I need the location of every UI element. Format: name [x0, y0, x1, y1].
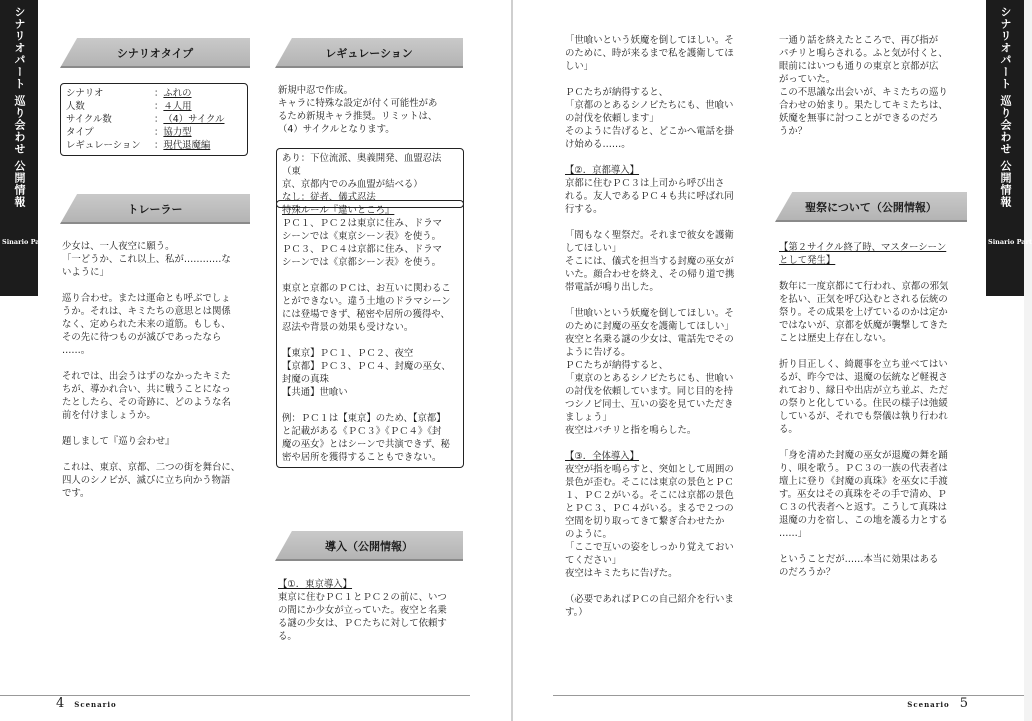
page-number: 5: [959, 696, 968, 711]
body-line: のために、時が来るまで私を護衛してほ: [565, 48, 734, 59]
festival-line: [779, 436, 971, 449]
special-rule-line: とができない。違う土地のドラマシーン: [282, 296, 451, 307]
body-line: つシノビ同士、互いの姿を見ていただき: [565, 399, 734, 410]
trailer-line: 題しまして『巡り会わせ』: [62, 436, 175, 447]
special-rule-line: 東京と京都のＰＣは、お互いに関わるこ: [282, 283, 451, 294]
regulation-box-allowed: [276, 148, 464, 208]
special-rule-line: シーンでは《東京シーン表》を使う。: [282, 231, 442, 242]
festival-line: る。: [779, 424, 798, 435]
body-line: 「ここで互いの姿をしっかり覚えておい: [565, 542, 734, 553]
special-rule-line: ＰＣ１、ＰＣ２は東京に住み、ドラマ: [282, 218, 442, 229]
special-rule-line: 【京都】ＰＣ３、ＰＣ４、封魔の巫女、: [282, 361, 451, 372]
body-line: れる。友人であるＰＣ４も共に呼ばれ同: [565, 191, 734, 202]
scenario-type-title: シナリオタイプ: [116, 47, 194, 60]
intro-public-text: [278, 578, 466, 643]
body-line: がっていた。: [779, 74, 836, 85]
side-tab-left: [0, 0, 38, 230]
side-band-left: [0, 230, 46, 296]
regulation-box-line: なし：従者、儀式忍法: [282, 192, 376, 203]
trailer-line: 「一どうか、これ以上、私が…………な: [62, 254, 231, 265]
festival-text: [779, 241, 971, 579]
body-line: ましょう」: [565, 412, 612, 423]
festival-line: しているが、それでも祭儀は執り行われ: [779, 411, 948, 422]
regulation-header: [275, 38, 463, 68]
trailer-line: 巡り合わせ。または運命とも呼ぶでしょ: [62, 293, 231, 304]
body-line: [565, 216, 757, 229]
special-rule-text: [282, 217, 458, 464]
trailer-line: いように」: [62, 267, 109, 278]
body-line: 「京都のとあるシノビたちにも、世喰い: [565, 100, 734, 111]
festival-line: れており、縁日や出店が立ち並ぶ、ただ: [779, 385, 948, 396]
regulation-line: キャラに特殊な設定が付く可能性があ: [278, 98, 438, 109]
trailer-line: です。: [62, 488, 90, 499]
left-page: [0, 0, 511, 721]
body-line: 「東京のとあるシノビたちにも、世喰い: [565, 373, 734, 384]
trailer-title: トレーラー: [127, 203, 183, 216]
body-line: （必要であればＰＣの自己紹介を行いま: [565, 594, 734, 605]
trailer-line: うか。それは、キミたちの意思とは関係: [62, 306, 231, 317]
body-line: の討伐を依頼します」: [565, 113, 659, 124]
special-rule-line: には登場できず、秘密や居所の獲得や、: [282, 309, 450, 320]
festival-line: 壇上に登り《封魔の真珠》を巫女に手渡: [779, 476, 948, 487]
body-line: 一通り話を終えたところで、再び指が: [779, 35, 939, 46]
festival-line: るが、昨今では、退魔の伝統など軽視さ: [779, 372, 948, 383]
trailer-text: [62, 240, 252, 500]
trailer-header: [60, 194, 250, 224]
special-rule-line: シーンでは《京都シーン表》を使う。: [282, 257, 442, 268]
festival-line: [779, 345, 971, 358]
side-band-right: [986, 230, 1032, 296]
body-line: 眼前にはいつも通りの東京と京都が広: [779, 61, 939, 72]
regulation-box-line: 京、京都内でのみ血盟が結べる）: [282, 179, 423, 190]
special-rule-line: 【東京】ＰＣ１、ＰＣ２、夜空: [282, 348, 414, 359]
special-rule-line: [282, 399, 458, 412]
body-line: [565, 580, 757, 593]
info-row: 人数 ： ４人用: [66, 101, 192, 112]
festival-line: 数年に一度京都にて行われ、京都の邪気: [779, 281, 949, 292]
body-line: 夜空が指を鳴らすと、突如として周囲の: [565, 464, 734, 475]
festival-title: 聖祭について（公開情報）: [805, 201, 937, 214]
trailer-line: [62, 279, 252, 292]
body-line: 帯電話が鳴り出した。: [565, 282, 659, 293]
body-line: 行する。: [565, 204, 603, 215]
festival-line: す。巫女はその真珠をその手で清め、Ｐ: [779, 489, 947, 500]
regulation-box-special-rule: [276, 200, 464, 468]
festival-line: Ｃ３の代表者へと返す。こうして真珠は: [779, 502, 948, 513]
body-line: 合わせの始まり。果たしてキミたちは、: [779, 100, 948, 111]
body-line: てください」: [565, 555, 622, 566]
festival-line: り、唄を歌う。ＰＣ３の一族の代表者は: [779, 463, 948, 474]
trailer-line: たとしたら、その奇跡に、どのような名: [62, 397, 231, 408]
side-band-label: Sinario Part: [2, 238, 46, 246]
page-number: 4: [56, 696, 65, 711]
right-page: [513, 0, 1032, 721]
intro-sub-all: 【③．全体導入】: [565, 451, 640, 462]
intro-public-header: [275, 531, 463, 561]
special-rule-title: 特殊ルール『違いところ』: [282, 205, 395, 216]
special-rule-line: 封魔の真珠: [282, 374, 329, 385]
intro-line: る。: [278, 631, 297, 642]
trailer-line: 少女は、一人夜空に願う。: [62, 241, 175, 252]
body-line: の討伐を依頼しています。同じ目的を持: [565, 386, 734, 397]
festival-line: ということだが……本当に効果はある: [779, 554, 939, 565]
festival-line: 「身を清めた封魔の巫女が退魔の舞を踊: [779, 450, 948, 461]
scenario-type-box: [60, 83, 248, 156]
trailer-line: [62, 422, 252, 435]
festival-sub-b: として発生】: [779, 255, 836, 266]
special-rule-line: 魔の巫女》とはシーンで共演できず、秘: [282, 439, 450, 450]
body-line: 京都に住むＰＣ３は上司から呼び出さ: [565, 178, 725, 189]
special-rule-line: 例：ＰＣ１は【東京】のため、【京都】: [282, 413, 446, 424]
body-line: とＰＣ３、ＰＣ４がいる。まるで２つの: [565, 503, 734, 514]
body-line: [565, 73, 757, 86]
festival-line: 折り目正しく、綺麗事を立ち並べてはい: [779, 359, 948, 370]
trailer-line: [62, 357, 252, 370]
special-rule-line: [282, 269, 458, 282]
footer-left: [56, 696, 117, 711]
footer-label: Scenario: [74, 700, 117, 709]
special-rule-line: 密や居所を獲得することもできない。: [282, 452, 442, 463]
regulation-box-line: あり：下位流派、奥義開発、血盟忍法（東: [282, 153, 442, 177]
right-col1-part-a: [565, 34, 757, 151]
festival-line: のだろうか？: [779, 567, 836, 578]
festival-line: 退魔の力を宿し、この地を護る力とする: [779, 515, 948, 526]
intro-line: る謎の少女は、ＰＣたちに対して依頼す: [278, 618, 447, 629]
footer-label: Scenario: [907, 700, 950, 709]
body-line: 空間を切り取ってきて繋ぎ合わせたか: [565, 516, 725, 527]
info-row: レギュレーション ： 現代退魔編: [66, 140, 211, 151]
body-line: ＰＣたちが納得すると、: [565, 87, 669, 98]
festival-body: [779, 267, 971, 579]
body-line: パチリと鳴らされる。ふと気が付くと、: [779, 48, 948, 59]
right-col1-text: [565, 34, 757, 619]
scenario-type-header: [60, 38, 250, 68]
trailer-line: それでは、出会うはずのなかったキミた: [62, 371, 231, 382]
festival-line: の祭りと化している。住民の様子は弛緩: [779, 398, 948, 409]
body-line: そのように告げると、どこかへ電話を掛: [565, 126, 734, 137]
body-line: うか？: [779, 126, 808, 137]
info-row: タイプ ： 協力型: [66, 127, 192, 138]
festival-line: を払い、正気を呼び込むとされる伝統の: [779, 294, 948, 305]
body-line: のように。: [565, 529, 612, 540]
right-col1-part-c: [565, 463, 757, 619]
intro-line: 東京に住むＰＣ１とＰＣ２の前に、いつ: [278, 592, 447, 603]
trailer-line: ……。: [62, 345, 91, 356]
side-tab-text: シナリオパート 巡り会わせ 公開情報: [13, 6, 27, 208]
regulation-line: るため新規キャラ推奨。リミットは、: [278, 111, 438, 122]
body-line: してほしい」: [565, 243, 622, 254]
intro-tokyo-lines: [278, 591, 466, 643]
side-tab-right: [986, 0, 1024, 230]
side-band-label: Sinario Part: [988, 238, 1032, 246]
right-col1-part-b: [565, 177, 757, 437]
info-row: シナリオ ： ふれの: [66, 88, 192, 99]
right-col2-part-a: [779, 34, 971, 138]
trailer-line: その先に待つものが滅びであったなら: [62, 332, 222, 343]
trailer-line: ちが、導かれ合い、共に戦うことになっ: [62, 384, 231, 395]
regulation-title: レギュレーション: [325, 47, 413, 60]
info-row: サイクル数 ： （4）サイクル: [66, 114, 225, 125]
body-line: ＰＣたちが納得すると、: [565, 360, 669, 371]
special-rule-line: 【共通】世喰い: [282, 387, 348, 398]
regulation-intro: [278, 84, 466, 136]
special-rule-line: と記載がある《ＰＣ３》《ＰＣ４》《封: [282, 426, 442, 437]
festival-header: [775, 192, 967, 222]
intro-public-title: 導入（公開情報）: [325, 540, 413, 553]
body-line: 景色が歪む。そこには東京の景色とＰＣ: [565, 477, 734, 488]
festival-line: ……」: [779, 528, 808, 539]
trailer-line: [62, 448, 252, 461]
trailer-line: 前を付けましょうか。: [62, 410, 156, 421]
body-line: １、ＰＣ２がいる。そこには京都の景色: [565, 490, 734, 501]
body-line: 「世喰いという妖魔を倒してほしい。そ: [565, 308, 734, 319]
body-line: け始める……。: [565, 139, 631, 150]
body-line: ように告げる。: [565, 347, 631, 358]
intro-sub-kyoto: 【②．京都導入】: [565, 165, 640, 176]
body-line: 夜空はキミたちに告げた。: [565, 568, 678, 579]
body-line: この不思議な出会いが、キミたちの巡り: [779, 87, 948, 98]
special-rule-line: [282, 334, 458, 347]
regulation-line: （4）サイクルとなります。: [278, 124, 395, 135]
body-line: のために封魔の巫女を護衛してほしい」: [565, 321, 734, 332]
festival-line: [779, 540, 971, 553]
body-line: 夜空と名乗る謎の少女は、電話先でその: [565, 334, 734, 345]
body-line: 「間もなく聖祭だ。それまで彼女を護衛: [565, 230, 734, 241]
body-line: 夜空はパチリと指を鳴らした。: [565, 425, 697, 436]
intro-line: の間にか少女が立っていた。夜空と名乗: [278, 605, 447, 616]
side-tab-text: シナリオパート 巡り会わせ 公開情報: [999, 6, 1013, 208]
body-line: しい」: [565, 61, 594, 72]
special-rule-line: ＰＣ３、ＰＣ４は京都に住み、ドラマ: [282, 244, 442, 255]
body-line: す。）: [565, 607, 588, 618]
body-line: いた。顔合わせを終え、その帰り道で携: [565, 269, 735, 280]
festival-line: 祭り。その成果を上げているのかは定か: [779, 307, 948, 318]
special-rule-line: 忍法や背景の効果も受けない。: [282, 322, 414, 333]
footer-right: [907, 696, 968, 711]
body-line: [565, 294, 757, 307]
trailer-line: これは、東京、京都、二つの街を舞台に、: [62, 462, 241, 473]
regulation-line: 新規中忍で作成。: [278, 85, 354, 96]
trailer-line: 四人のシノビが、滅びに立ち向かう物語: [62, 475, 231, 486]
body-line: 妖魔を無事に討つことができるのだろ: [779, 113, 939, 124]
body-line: 「世喰いという妖魔を倒してほしい。そ: [565, 35, 734, 46]
right-col2-text: [779, 34, 971, 138]
festival-line: ことは歴史上存在しない。: [779, 333, 892, 344]
festival-sub: 【第２サイクル終了時、マスターシーン: [779, 242, 947, 253]
festival-line: [779, 267, 971, 280]
body-line: そこには、儀式を担当する封魔の巫女が: [565, 256, 734, 267]
trailer-line: なく、定められた未来の道筋。もしも、: [62, 319, 231, 330]
intro-sub-tokyo: 【①．東京導入】: [278, 579, 353, 590]
festival-line: ではないが、京都を妖魔が襲撃してきた: [779, 320, 948, 331]
